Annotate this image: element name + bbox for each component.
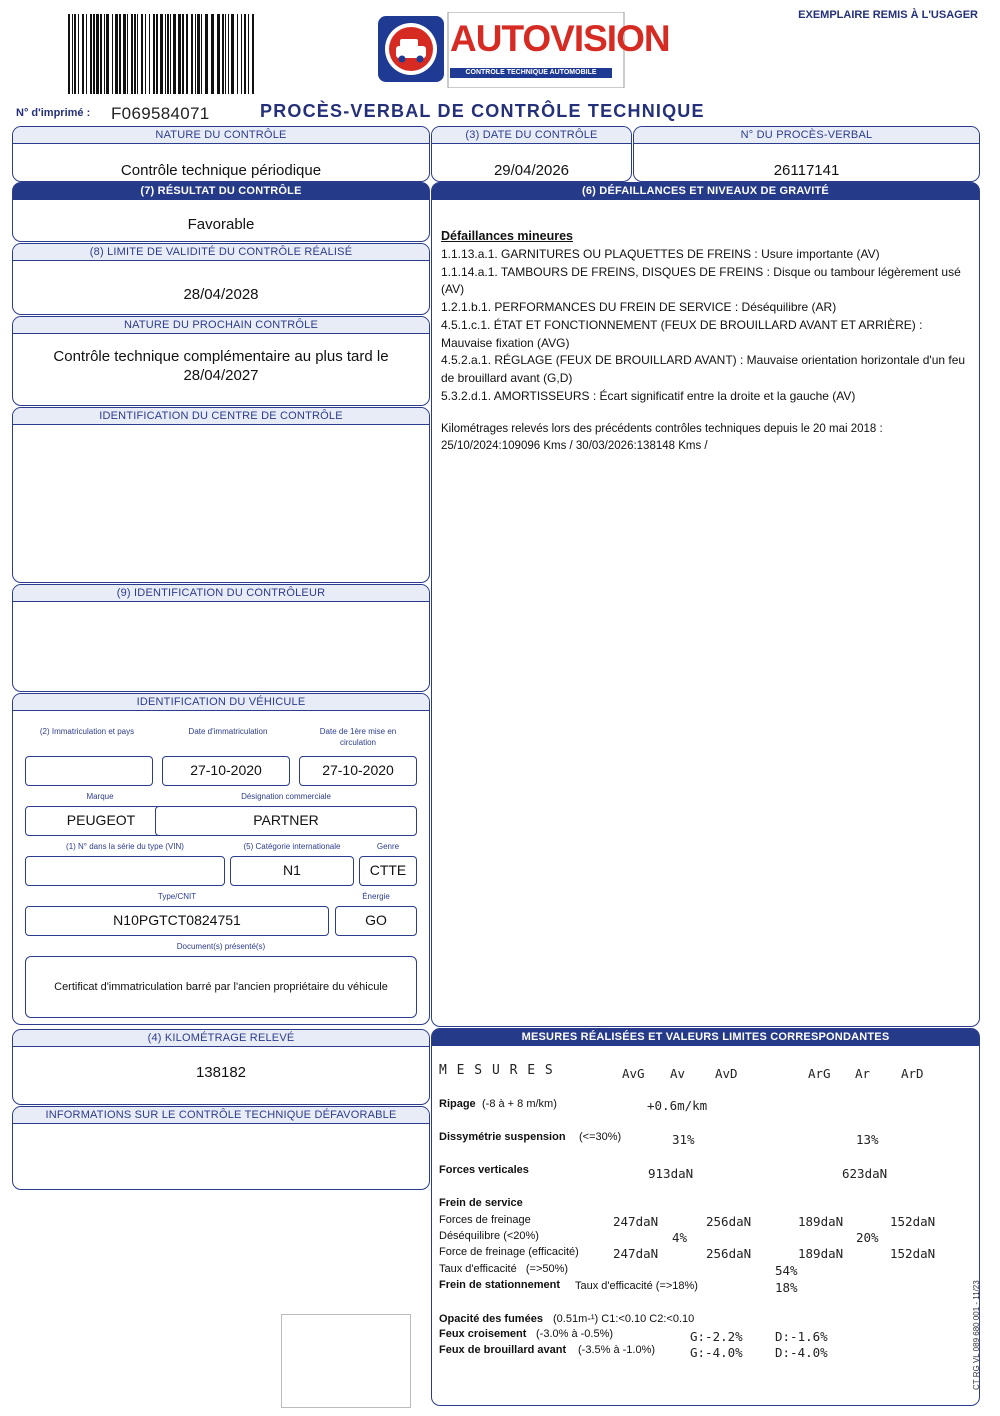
defect-item: 1.1.13.a.1. GARNITURES OU PLAQUETTES DE FREINS : Usure importante (AV) [441,247,880,261]
vin-field [25,856,225,886]
energy-field: GO [335,906,417,936]
mileage-box [12,1029,430,1105]
model-label: Désignation commerciale [241,792,331,801]
barcode-bar [137,14,138,94]
col-ard: ArD [901,1066,924,1081]
low-beam-g: G:-2.2% [690,1329,743,1344]
fog-g: G:-4.0% [690,1345,743,1360]
genre-label: Genre [376,842,400,851]
print-number: F069584071 [111,104,210,123]
barcode-bar [205,14,208,94]
barcode-bar [145,14,146,94]
barcode-bar [228,14,229,94]
imb-av: 4% [672,1230,688,1245]
barcode [68,14,260,94]
barcode-bar [104,14,105,94]
imbalance-label: Déséquilibre (<20%) [439,1230,539,1242]
controller-box [12,584,430,692]
next-control-line1: Contrôle technique complémentaire au plus tard le [53,348,389,365]
ripage-label: Ripage [439,1098,476,1110]
bf-avg: 247daN [613,1214,659,1229]
service-label: Frein de service [439,1197,523,1209]
center-box [12,407,430,583]
eff-rate: 54% [775,1263,798,1278]
defect-item: 4.5.2.a.1. RÉGLAGE (FEUX DE BROUILLARD AVANT) : Mauvaise orientation horizontale d'un feu de brouillard avant (G,D) [441,353,966,385]
vert-ar: 623daN [842,1166,888,1181]
barcode-bar [115,14,118,94]
ef-arg: 189daN [798,1246,844,1261]
barcode-bar [112,14,113,94]
defect-item: 5.3.2.d.1. AMORTISSEURS : Écart significatif entre la droite et la gauche (AV) [441,388,856,403]
model-field: PARTNER [155,806,417,836]
parking-rate: 18% [775,1280,798,1295]
defects-label: (6) DÉFAILLANCES ET NIVEAUX DE GRAVITÉ [432,183,979,200]
barcode-bar [165,14,166,94]
nature-label: NATURE DU CONTRÔLE [13,127,429,144]
defect-item: 4.5.1.c.1. ÉTAT ET FONCTIONNEMENT (FEUX DE BROUILLARD AVANT ET ARRIÈRE) : Mauvaise fixation (AVG) [441,317,923,350]
barcode-bar [252,14,254,94]
parking-rate-label: Taux d'efficacité (=>18%) [575,1280,698,1292]
type-field: N10PGTCT0824751 [25,906,329,936]
susp-label: Dissymétrie suspension [439,1131,566,1143]
nature-box [12,126,430,182]
km-history-line: 25/10/2024:109096 Kms / 30/03/2026:138148 Kms / [441,440,708,452]
ripage-value: +0.6m/km [647,1098,708,1113]
bf-ard: 152daN [890,1214,936,1229]
unfavorable-box [12,1106,430,1190]
ripage-limit: (-8 à + 8 m/km) [482,1098,557,1110]
susp-limit: (<=30%) [579,1131,622,1143]
pv-value: 26117141 [773,162,840,179]
vehicle-label: IDENTIFICATION DU VÉHICULE [13,694,429,711]
low-beam-d: D:-1.6% [775,1329,828,1344]
barcode-bar [93,14,95,94]
eff-rate-label: Taux d'efficacité (=>50%) [439,1263,569,1275]
docs-label: Document(s) présenté(s) [176,942,266,951]
ef-ard: 152daN [890,1246,936,1261]
form-reference-code: CT RG VL 089 680 001 - 11/23 [972,1280,981,1390]
result-box [12,182,430,242]
type-label: Type/CNIT [157,892,197,901]
barcode-bar [225,14,226,94]
col-avg: AvG [622,1066,645,1081]
pv-box [633,126,980,182]
km-history-line: Kilométrages relevés lors des précédents contrôles techniques depuis le 20 mai 2018 : [441,423,883,435]
energy-label: Énergie [362,892,390,901]
measures-label: MESURES RÉALISÉES ET VALEURS LIMITES CORRESPONDANTES [432,1029,979,1046]
first-circ-label-1: Date de 1ère mise en [319,727,397,736]
registration-field [25,756,153,786]
date-label: (3) DATE DU CONTRÔLE [432,127,631,144]
logo-tagline: CONTROLE TECHNIQUE AUTOMOBILE [465,69,597,76]
barcode-bar [141,14,143,94]
category-field: N1 [230,856,354,886]
barcode-bar [72,14,73,94]
barcode-bar [222,14,224,94]
col-ar: Ar [855,1066,871,1081]
brake-force-label: Forces de freinage [439,1214,531,1226]
barcode-bar [244,14,246,94]
date-box [431,126,632,182]
controller-label: (9) IDENTIFICATION DU CONTRÔLEUR [13,585,429,602]
barcode-bar [167,14,169,94]
barcode-bar [170,14,171,94]
barcode-bar [186,14,188,94]
defect-item: 1.2.1.b.1. PERFORMANCES DU FREIN DE SERVICE : Déséquilibre (AR) [441,300,837,315]
barcode-bar [90,14,92,94]
make-label: Marque [86,792,114,801]
eff-force-label: Force de freinage (efficacité) [439,1246,579,1258]
barcode-bar [100,14,102,94]
low-beam-limit: (-3.0% à -0.5%) [536,1328,614,1340]
col-avd: AvD [715,1066,738,1081]
barcode-bar [82,14,84,94]
barcode-bar [106,14,109,94]
barcode-bar [131,14,133,94]
nature-value: Contrôle technique périodique [120,162,322,179]
barcode-bar [248,14,249,94]
barcode-bar [96,14,99,94]
susp-ar: 13% [856,1132,879,1147]
date-value: 29/04/2026 [493,162,570,179]
barcode-bar [160,14,163,94]
validity-value: 28/04/2028 [183,286,259,303]
barcode-bar [134,14,136,94]
barcode-bar [156,14,158,94]
barcode-bar [119,14,121,94]
barcode-bar [237,14,238,94]
smoke-value: (0.51m-¹) C1:<0.10 C2:<0.10 [553,1313,695,1325]
imb-ar: 20% [856,1230,879,1245]
barcode-bar [68,14,70,94]
barcode-bar [197,14,200,94]
parking-label: Frein de stationnement [439,1279,561,1291]
genre-field: CTTE [359,856,417,886]
copy-label: EXEMPLAIRE REMIS À L'USAGER [798,9,978,21]
vehicle-box [12,693,430,1025]
barcode-bar [182,14,184,94]
mileage-label: (4) KILOMÉTRAGE RELEVÉ [13,1030,429,1047]
document-title: PROCÈS-VERBAL DE CONTRÔLE TECHNIQUE [260,101,705,121]
next-control-box [12,316,430,406]
defects-list [441,246,973,405]
reg-date-label: Date d'immatriculation [188,727,268,736]
barcode-bar [231,14,234,94]
barcode-bar [173,14,176,94]
center-label: IDENTIFICATION DU CENTRE DE CONTRÔLE [13,408,429,425]
validity-label: (8) LIMITE DE VALIDITÉ DU CONTRÔLE RÉALISÉ [13,244,429,261]
first-circ-label-2: circulation [339,738,376,747]
vert-label: Forces verticales [439,1164,529,1176]
col-av: Av [670,1066,686,1081]
reg-date-field: 27-10-2020 [162,756,290,786]
col-arg: ArG [808,1066,831,1081]
registration-label: (2) Immatriculation et pays [39,727,135,736]
barcode-bar [86,14,87,94]
barcode-bar [241,14,242,94]
barcode-bar [201,14,202,94]
susp-av: 31% [672,1132,695,1147]
barcode-bar [191,14,193,94]
defects-title: Défaillances mineures [441,229,574,243]
low-beam-label: Feux croisement [439,1328,527,1340]
barcode-bar [149,14,150,94]
print-number-label: N° d'imprimé : [16,107,91,119]
next-control-label: NATURE DU PROCHAIN CONTRÔLE [13,317,429,334]
defect-item: 1.1.14.a.1. TAMBOURS DE FREINS, DISQUES DE FREINS : Disque ou tambour légèrement usé (AV) [441,264,961,297]
smoke-label: Opacité des fumées [439,1313,543,1325]
ef-avg: 247daN [613,1246,659,1261]
barcode-bar [178,14,181,94]
measures-heading: M E S U R E S [439,1063,554,1078]
pv-label: N° DU PROCÈS-VERBAL [634,127,979,144]
bf-arg: 189daN [798,1214,844,1229]
result-value: Favorable [187,216,255,233]
ef-avd: 256daN [706,1246,752,1261]
barcode-bar [123,14,126,94]
vert-av: 913daN [648,1166,694,1181]
fog-label: Feux de brouillard avant [439,1344,567,1356]
first-circ-field: 27-10-2020 [299,756,417,786]
autovision-logo [378,12,670,88]
barcode-bar [74,14,76,94]
barcode-bar [217,14,220,94]
logo-brand: AUTOVISION [450,18,670,59]
barcode-bar [78,14,79,94]
barcode-bar [195,14,196,94]
validity-box [12,243,430,315]
bf-avd: 256daN [706,1214,752,1229]
barcode-bar [127,14,128,94]
result-label: (7) RÉSULTAT DU CONTRÔLE [13,183,429,200]
category-label: (5) Catégorie internationale [243,842,341,851]
km-history [441,421,973,455]
docs-field: Certificat d'immatriculation barré par l'ancien propriétaire du véhicule [25,956,417,1018]
next-control-line2: 28/04/2027 [183,367,259,384]
make-field: PEUGEOT [25,806,177,836]
fog-limit: (-3.5% à -1.0%) [578,1344,656,1356]
stamp-area [281,1314,411,1408]
mileage-value: 138182 [195,1064,247,1081]
fog-d: D:-4.0% [775,1345,828,1360]
barcode-bar [153,14,155,94]
barcode-bar [211,14,214,94]
vin-label: (1) N° dans la série du type (VIN) [66,842,184,851]
unfavorable-label: INFORMATIONS SUR LE CONTRÔLE TECHNIQUE DÉFAVORABLE [13,1107,429,1124]
